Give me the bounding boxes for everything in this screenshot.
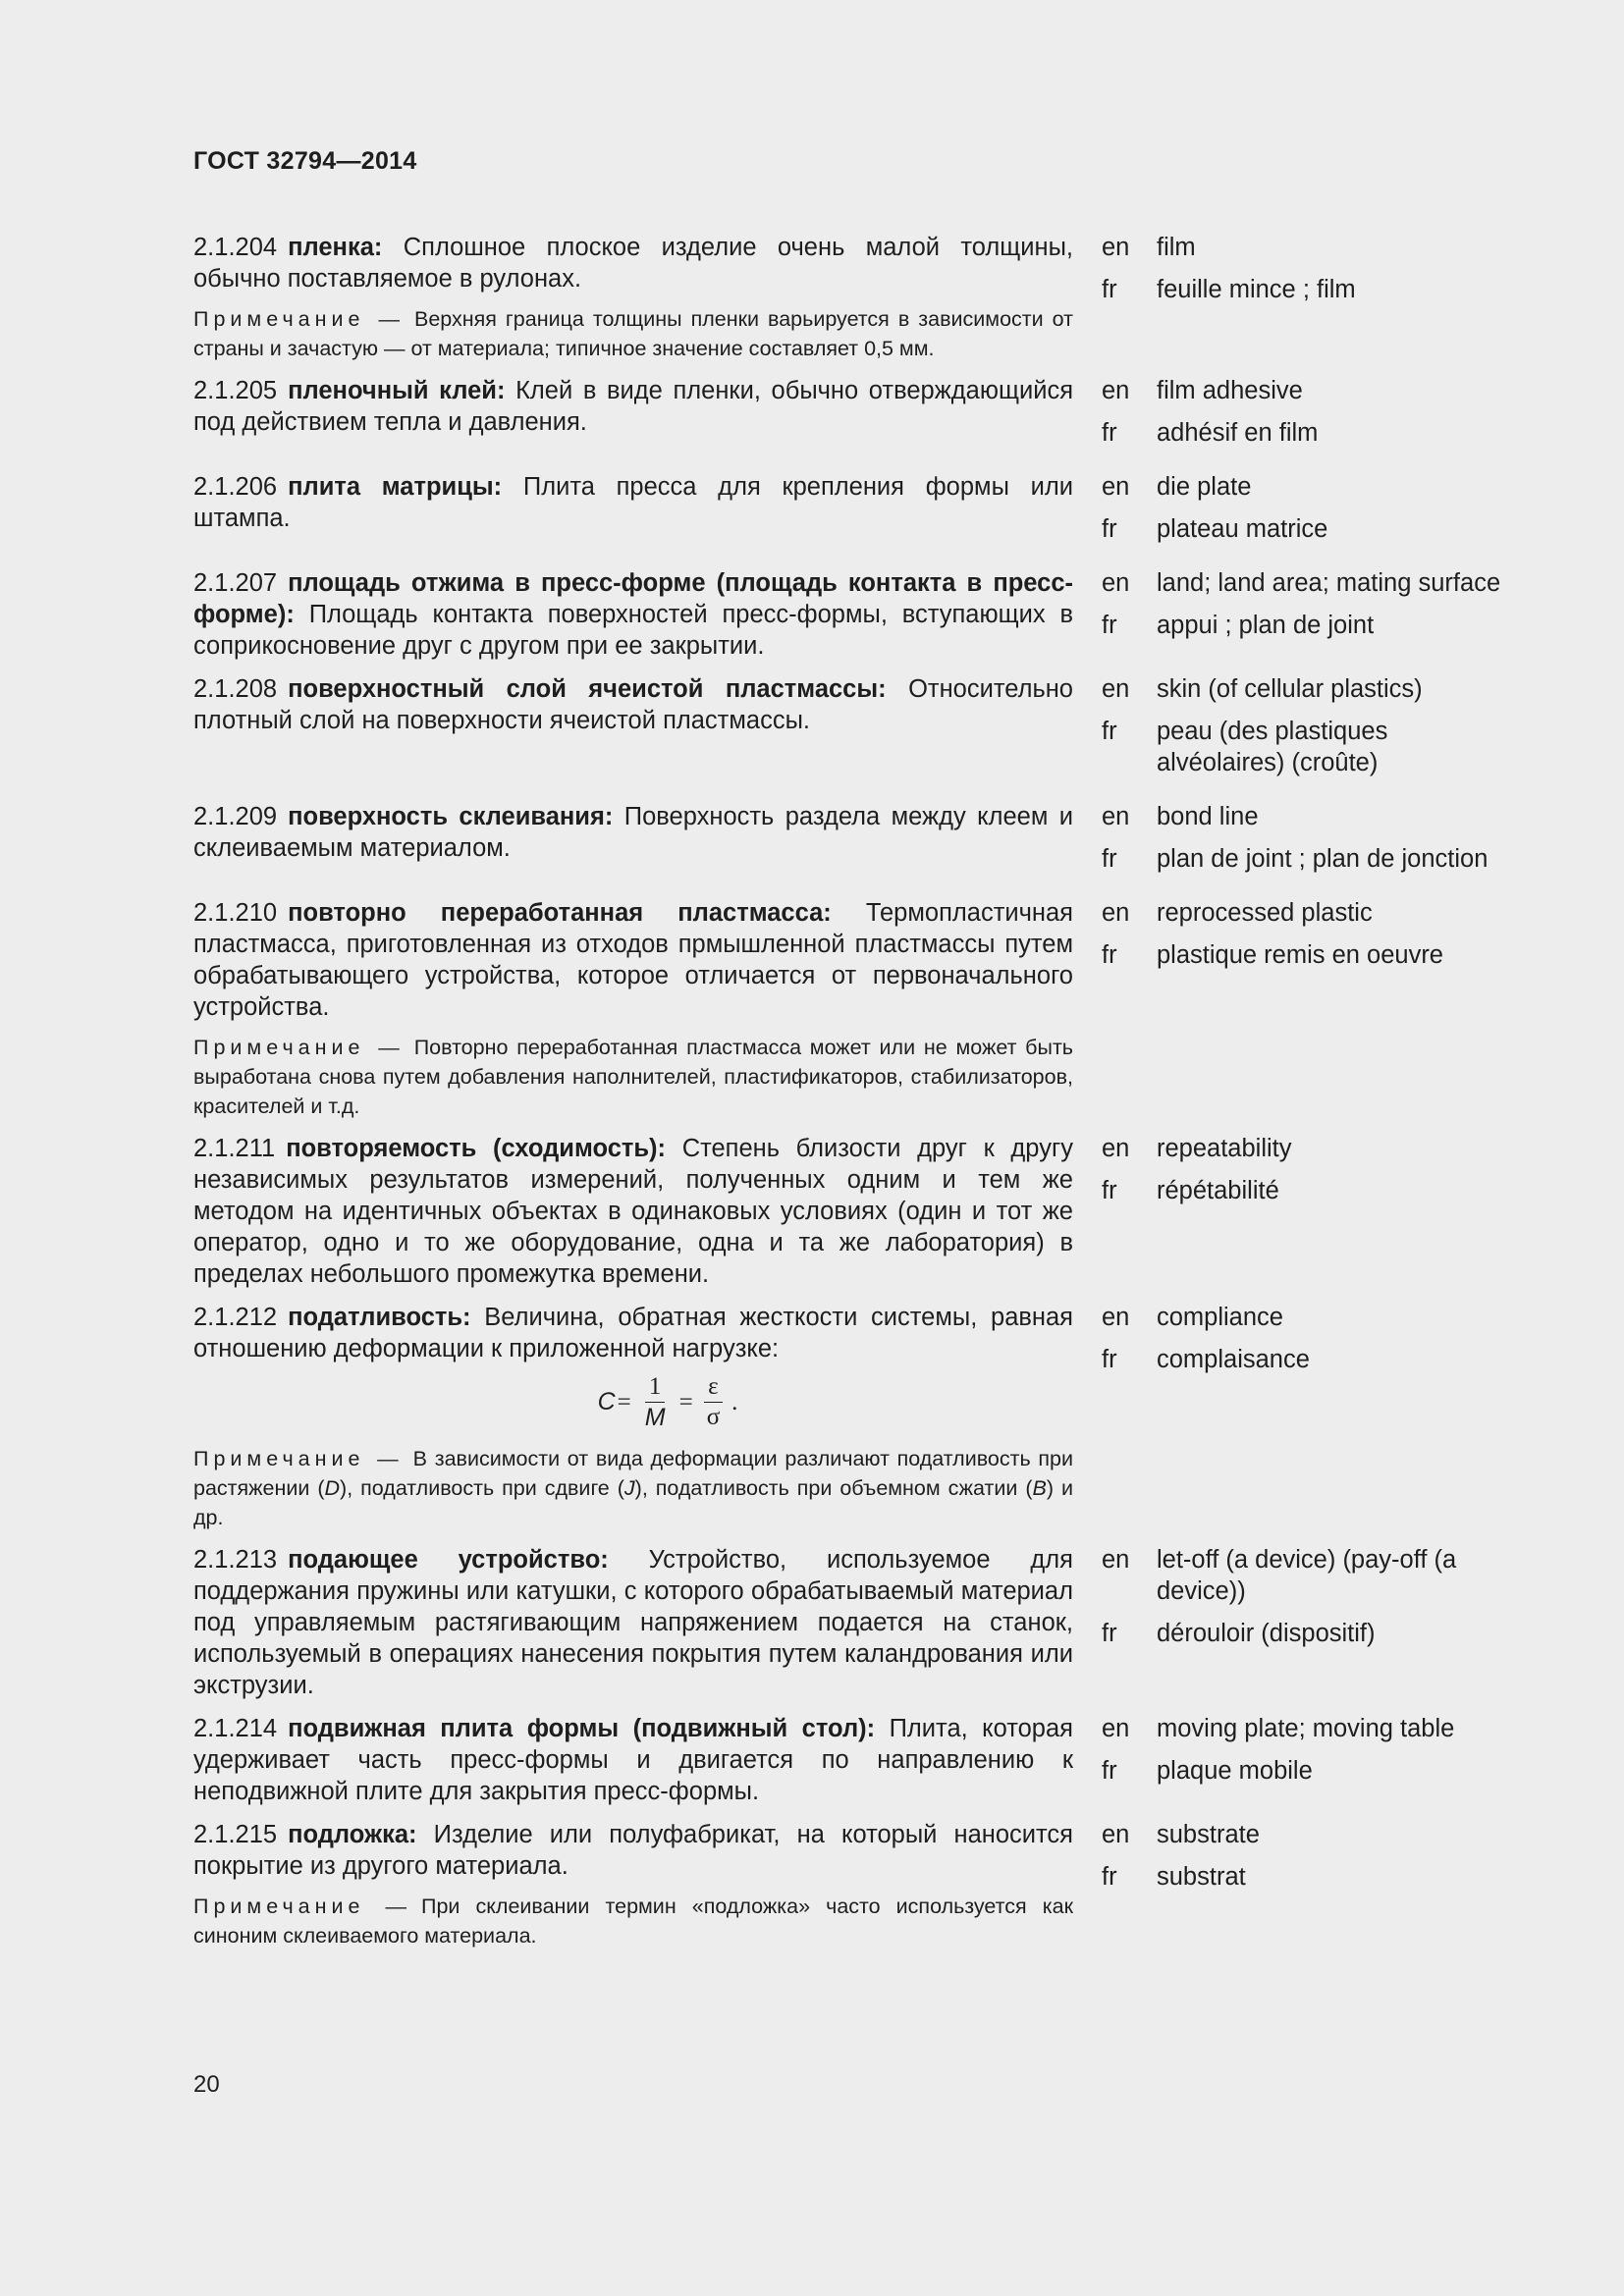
english-equivalent <box>1102 232 1509 263</box>
equivalents-column <box>1102 1133 1509 1217</box>
definition-column <box>193 1713 1073 1807</box>
term-number: 2.1.205 <box>193 377 278 404</box>
note-label: Примечание — <box>193 1036 405 1059</box>
definition-column <box>193 1544 1073 1701</box>
french-term: plastique remis en oeuvre <box>1157 941 1443 969</box>
term-definition <box>193 1713 1073 1807</box>
formula-fraction-2 <box>703 1374 724 1430</box>
note-text: Верхняя граница толщины пленки варьируется в зависимости от страны и зачастую — от материала; типичное значение составляет 0,5 мм. <box>193 307 1073 360</box>
fraction-numerator: ε <box>704 1374 723 1403</box>
term-entry <box>193 1544 1509 1701</box>
term-entry <box>193 801 1509 885</box>
lang-code-fr: fr <box>1102 419 1117 447</box>
note-label: Примечание — <box>193 1895 412 1918</box>
french-equivalent <box>1102 939 1509 971</box>
term-definition-text: Степень близости друг к другу независимых результатов измерений, полученных одним и тем же методом на идентичных объектах в одинаковых условиях (один и тот же оператор, одно и то же оборудование, одна и та же лаборатория) в пределах небольшого промежутка времени. <box>193 1135 1073 1288</box>
term-entry <box>193 232 1509 363</box>
term-definition-text: Поверхность раздела между клеем и склеиваемым материалом. <box>193 803 1073 862</box>
term-number: 2.1.207 <box>193 569 278 597</box>
formula-equals: = <box>678 1388 693 1415</box>
formula-fraction-1 <box>641 1374 670 1430</box>
lang-code-en: en <box>1102 1821 1130 1848</box>
lang-code-en: en <box>1102 803 1130 830</box>
document-header: ГОСТ 32794—2014 <box>193 147 417 175</box>
french-term: peau (des plastiques alvéolaires) (croûte) <box>1157 718 1388 776</box>
lang-code-fr: fr <box>1102 276 1117 303</box>
lang-code-en: en <box>1102 899 1130 927</box>
english-equivalent <box>1102 375 1509 406</box>
equivalents-column <box>1102 1819 1509 1903</box>
lang-code-fr: fr <box>1102 1620 1117 1647</box>
french-term: plan de joint ; plan de jonction <box>1157 845 1489 873</box>
term-definition-text: Устройство, используемое для поддержания пружины или катушки, с которого обрабатываемый материал под управляемым растягивающим напряжением подается на станок, используемый в операциях нанесения покрытия путем каландрования или экструзии. <box>193 1546 1073 1699</box>
page-number: 20 <box>193 2071 220 2098</box>
definition-column <box>193 1302 1073 1532</box>
term-entry <box>193 673 1509 789</box>
term-definition-text: Изделие или полуфабрикат, на который наносится покрытие из другого материала. <box>193 1821 1073 1880</box>
lang-code-fr: fr <box>1102 1177 1117 1204</box>
term-entry <box>193 1713 1509 1807</box>
term-definition-text: Термопластичная пластмасса, приготовленная из отходов прмышленной пластмассы путем обрабатывающего устройства, которое отличается от первоначального устройства. <box>193 899 1073 1021</box>
term-definition-text: Плита пресса для крепления формы или штампа. <box>193 473 1073 532</box>
note-text: ), податливость при сдвиге ( <box>340 1476 624 1500</box>
term-name: подающее устройство: <box>288 1546 609 1574</box>
lang-code-en: en <box>1102 1546 1130 1574</box>
english-equivalent <box>1102 1819 1509 1850</box>
english-equivalent <box>1102 673 1509 705</box>
definition-column <box>193 567 1073 662</box>
french-equivalent <box>1102 1755 1509 1787</box>
definition-column <box>193 801 1073 864</box>
french-equivalent <box>1102 716 1509 778</box>
term-name: податливость: <box>288 1304 471 1331</box>
english-term: film adhesive <box>1157 377 1303 404</box>
term-number: 2.1.206 <box>193 473 278 501</box>
term-definition <box>193 673 1073 736</box>
lang-code-fr: fr <box>1102 612 1117 639</box>
formula-period: . <box>731 1388 738 1415</box>
term-number: 2.1.210 <box>193 899 278 927</box>
note-label: Примечание — <box>193 307 405 331</box>
term-definition-text: Площадь контакта поверхностей пресс-формы, вступающих в соприкосновение друг с другом при ее закрытии. <box>193 601 1073 660</box>
equivalents-column <box>1102 567 1509 652</box>
term-name: подвижная плита формы (подвижный стол): <box>288 1715 876 1742</box>
english-equivalent <box>1102 1133 1509 1164</box>
equivalents-column <box>1102 801 1509 885</box>
term-definition <box>193 1133 1073 1290</box>
term-definition-text: Величина, обратная жесткости системы, равная отношению деформации к приложенной нагрузке: <box>193 1304 1073 1362</box>
definition-column <box>193 1819 1073 1950</box>
definition-column <box>193 1133 1073 1290</box>
term-name: поверхностный слой ячеистой пластмассы: <box>288 675 887 703</box>
english-term: substrate <box>1157 1821 1260 1848</box>
french-term: répétabilité <box>1157 1177 1279 1204</box>
term-entry <box>193 567 1509 662</box>
english-term: land; land area; mating surface <box>1157 569 1501 597</box>
terms-list <box>193 232 1509 1962</box>
equivalents-column <box>1102 232 1509 316</box>
french-equivalent <box>1102 1175 1509 1206</box>
note-text: В зависимости от вида деформации различают податливость при растяжении ( <box>193 1447 1073 1500</box>
note-label: Примечание — <box>193 1447 404 1470</box>
term-definition <box>193 1544 1073 1701</box>
french-equivalent <box>1102 513 1509 545</box>
term-number: 2.1.213 <box>193 1546 278 1574</box>
term-name: поверхность склеивания: <box>288 803 614 830</box>
note-text: ) и др. <box>193 1476 1073 1529</box>
term-number: 2.1.214 <box>193 1715 278 1742</box>
english-term: reprocessed plastic <box>1157 899 1373 927</box>
term-number: 2.1.204 <box>193 234 278 261</box>
french-equivalent <box>1102 1618 1509 1649</box>
term-definition <box>193 471 1073 534</box>
term-definition <box>193 567 1073 662</box>
equivalents-column <box>1102 375 1509 459</box>
term-definition <box>193 1302 1073 1364</box>
english-equivalent <box>1102 897 1509 929</box>
term-name: подложка: <box>288 1821 417 1848</box>
french-term: adhésif en film <box>1157 419 1319 447</box>
lang-code-fr: fr <box>1102 1863 1117 1891</box>
english-equivalent <box>1102 1302 1509 1333</box>
term-note <box>193 1444 1073 1532</box>
formula-equals: = <box>617 1388 631 1415</box>
compliance-formula <box>193 1374 1073 1430</box>
note-symbol: J <box>623 1476 635 1500</box>
term-definition-text: Сплошное плоское изделие очень малой толщины, обычно поставляемое в рулонах. <box>193 234 1073 293</box>
equivalents-column <box>1102 1544 1509 1660</box>
formula-lhs: C <box>597 1388 616 1415</box>
french-term: substrat <box>1157 1863 1246 1891</box>
french-equivalent <box>1102 1344 1509 1375</box>
term-entry <box>193 897 1509 1121</box>
lang-code-fr: fr <box>1102 515 1117 543</box>
lang-code-en: en <box>1102 473 1130 501</box>
english-equivalent <box>1102 801 1509 832</box>
equivalents-column <box>1102 1302 1509 1386</box>
term-definition-text: Плита, которая удерживает часть пресс-формы и двигается по направлению к неподвижной плите для закрытия пресс-формы. <box>193 1715 1073 1805</box>
english-equivalent <box>1102 567 1509 599</box>
term-note <box>193 1033 1073 1121</box>
term-entry <box>193 471 1509 556</box>
term-name: пленка: <box>288 234 383 261</box>
english-term: repeatability <box>1157 1135 1292 1162</box>
english-term: film <box>1157 234 1196 261</box>
english-term: bond line <box>1157 803 1259 830</box>
french-term: plateau matrice <box>1157 515 1328 543</box>
lang-code-fr: fr <box>1102 1346 1117 1373</box>
term-definition-text: Клей в виде пленки, обычно отверждающийся под действием тепла и давления. <box>193 377 1074 436</box>
note-symbol: B <box>1032 1476 1047 1500</box>
term-entry <box>193 1302 1509 1532</box>
definition-column <box>193 471 1073 534</box>
term-definition <box>193 1819 1073 1882</box>
fraction-denominator: M <box>644 1404 666 1431</box>
lang-code-en: en <box>1102 1304 1130 1331</box>
term-entry <box>193 375 1509 459</box>
english-term: compliance <box>1157 1304 1283 1331</box>
fraction-numerator: 1 <box>645 1374 666 1403</box>
term-definition <box>193 375 1073 438</box>
term-number: 2.1.212 <box>193 1304 278 1331</box>
note-text: При склеивании термин «подложка» часто используется как синоним склеиваемого материала. <box>193 1895 1073 1948</box>
english-equivalent <box>1102 1713 1509 1744</box>
french-term: complaisance <box>1157 1346 1310 1373</box>
definition-column <box>193 375 1073 438</box>
term-entry <box>193 1819 1509 1950</box>
lang-code-en: en <box>1102 377 1130 404</box>
equivalents-column <box>1102 673 1509 789</box>
lang-code-fr: fr <box>1102 941 1117 969</box>
english-term: moving plate; moving table <box>1157 1715 1455 1742</box>
term-number: 2.1.209 <box>193 803 278 830</box>
english-equivalent <box>1102 471 1509 503</box>
term-name: плита матрицы: <box>288 473 503 501</box>
english-term: skin (of cellular plastics) <box>1157 675 1423 703</box>
french-equivalent <box>1102 843 1509 875</box>
term-definition-text: Относительно плотный слой на поверхности ячеистой пластмассы. <box>193 675 1073 734</box>
equivalents-column <box>1102 897 1509 982</box>
term-number: 2.1.208 <box>193 675 278 703</box>
note-text: Повторно переработанная пластмасса может или не может быть выработана снова путем добавления наполнителей, пластификаторов, стабилизаторов, красителей и т.д. <box>193 1036 1073 1118</box>
term-note <box>193 1892 1073 1950</box>
term-note <box>193 304 1073 363</box>
term-name: повторно переработанная пластмасса: <box>288 899 832 927</box>
equivalents-column <box>1102 471 1509 556</box>
french-equivalent <box>1102 610 1509 641</box>
term-name: площадь отжима в пресс-форме (площадь контакта в пресс-форме): <box>193 569 1073 628</box>
definition-column <box>193 673 1073 736</box>
english-equivalent <box>1102 1544 1509 1607</box>
french-term: appui ; plan de joint <box>1157 612 1375 639</box>
term-number: 2.1.215 <box>193 1821 278 1848</box>
french-term: plaque mobile <box>1157 1757 1313 1785</box>
lang-code-fr: fr <box>1102 1757 1117 1785</box>
term-definition <box>193 232 1073 294</box>
french-equivalent <box>1102 417 1509 449</box>
note-symbol: D <box>324 1476 341 1500</box>
definition-column <box>193 232 1073 363</box>
term-number: 2.1.211 <box>193 1135 276 1162</box>
fraction-denominator: σ <box>706 1404 721 1430</box>
lang-code-en: en <box>1102 234 1130 261</box>
term-name: пленочный клей: <box>288 377 506 404</box>
term-definition <box>193 897 1073 1023</box>
lang-code-en: en <box>1102 675 1130 703</box>
french-equivalent <box>1102 1861 1509 1893</box>
french-equivalent <box>1102 274 1509 305</box>
english-term: die plate <box>1157 473 1252 501</box>
term-name: повторяемость (сходимость): <box>286 1135 667 1162</box>
note-text: ), податливость при объемном сжатии ( <box>634 1476 1033 1500</box>
term-definition <box>193 801 1073 864</box>
english-term: let-off (a device) (pay-off (a device)) <box>1157 1546 1457 1605</box>
french-term: feuille mince ; film <box>1157 276 1356 303</box>
french-term: dérouloir (dispositif) <box>1157 1620 1376 1647</box>
term-entry <box>193 1133 1509 1290</box>
lang-code-en: en <box>1102 1715 1130 1742</box>
lang-code-en: en <box>1102 1135 1130 1162</box>
lang-code-en: en <box>1102 569 1130 597</box>
lang-code-fr: fr <box>1102 718 1117 745</box>
lang-code-fr: fr <box>1102 845 1117 873</box>
equivalents-column <box>1102 1713 1509 1797</box>
definition-column <box>193 897 1073 1121</box>
